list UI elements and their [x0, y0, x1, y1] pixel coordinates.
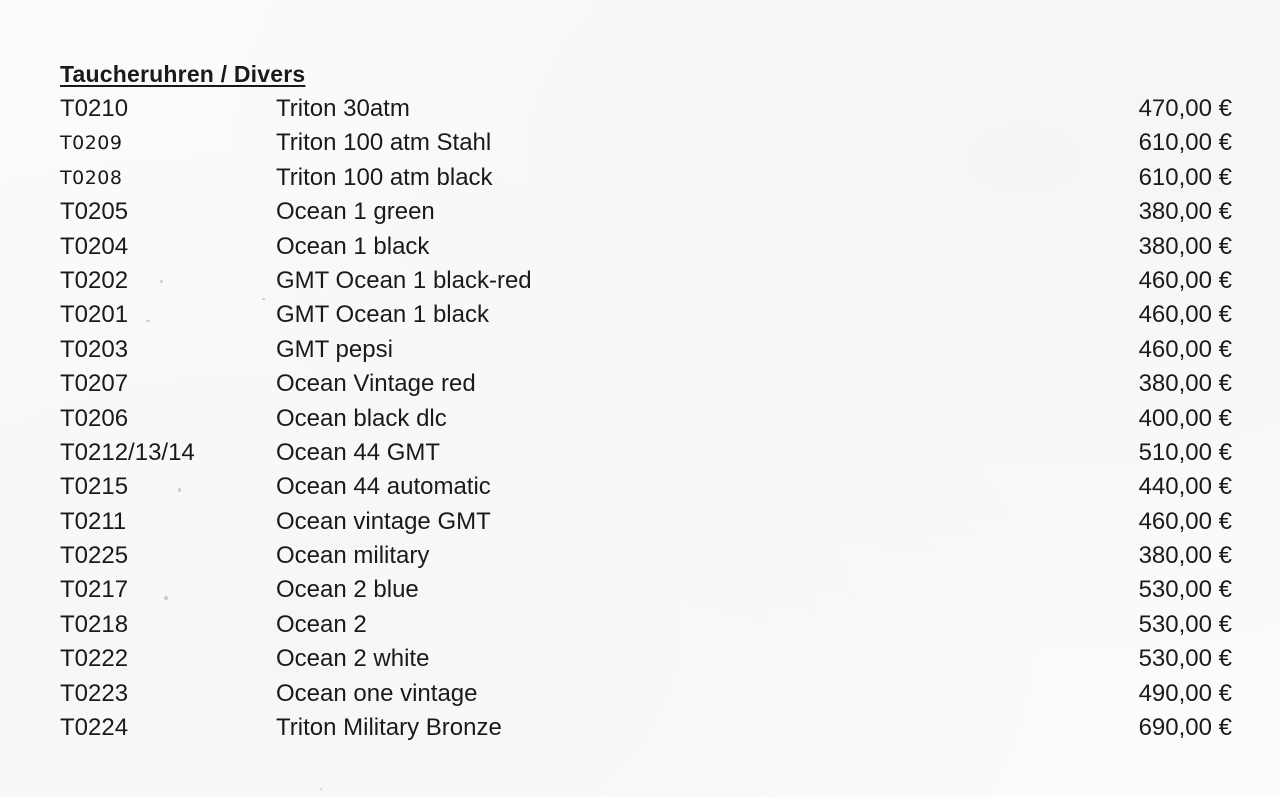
product-code: T0217 [60, 576, 129, 604]
product-name: Ocean one vintage [276, 679, 478, 707]
product-code: T0218 [60, 610, 129, 638]
product-code: T0212/13/14 [60, 438, 195, 466]
product-name: Ocean 1 black [276, 232, 430, 260]
table-row [0, 402, 1280, 436]
product-price: 380,00 € [1138, 198, 1232, 226]
product-name: Ocean 44 automatic [276, 473, 491, 501]
table-row [0, 298, 1280, 332]
product-name: GMT Ocean 1 black-red [276, 266, 532, 294]
product-name: Ocean 2 white [276, 645, 430, 673]
product-code: T0222 [60, 645, 129, 673]
product-code: T0202 [60, 266, 129, 294]
table-row [0, 505, 1280, 539]
product-price: 470,00 € [1138, 95, 1232, 122]
scan-speck [146, 320, 150, 322]
product-code: T0207 [60, 370, 129, 398]
table-row [0, 677, 1280, 711]
table-row [0, 608, 1280, 642]
product-name: GMT pepsi [276, 335, 393, 363]
product-price: 460,00 € [1138, 266, 1232, 294]
product-price: 610,00 € [1138, 129, 1232, 157]
price-table [0, 92, 1280, 745]
section-title: Taucheruhren / Divers [60, 61, 306, 87]
product-price: 530,00 € [1138, 645, 1232, 673]
product-code: T0201 [60, 301, 129, 329]
product-price: 400,00 € [1138, 404, 1232, 432]
product-name: Ocean 2 [276, 610, 367, 638]
product-price: 380,00 € [1138, 370, 1232, 398]
product-name: Ocean 1 green [276, 198, 435, 226]
product-name: Triton 30atm [276, 95, 410, 122]
table-row [0, 436, 1280, 470]
product-code: T0206 [60, 404, 129, 432]
scan-speck [262, 298, 265, 300]
product-code: T0210 [60, 95, 129, 122]
scan-speck [320, 788, 322, 790]
product-name: Triton 100 atm black [276, 163, 493, 191]
product-name: Ocean military [276, 542, 430, 570]
product-price: 610,00 € [1138, 163, 1232, 191]
product-price: 530,00 € [1138, 576, 1232, 604]
product-code: T0209 [60, 132, 123, 155]
product-name: Ocean black dlc [276, 404, 447, 432]
table-row [0, 92, 1280, 126]
product-price: 460,00 € [1138, 301, 1232, 329]
table-row [0, 161, 1280, 195]
table-row [0, 230, 1280, 264]
table-row [0, 539, 1280, 573]
product-price: 440,00 € [1138, 473, 1232, 501]
table-row [0, 264, 1280, 298]
table-row [0, 470, 1280, 504]
product-name: Triton 100 atm Stahl [276, 129, 492, 157]
product-code: T0223 [60, 679, 129, 707]
product-name: Ocean vintage GMT [276, 507, 491, 535]
table-row [0, 367, 1280, 401]
product-code: T0205 [60, 198, 129, 226]
product-price: 510,00 € [1138, 438, 1232, 466]
product-name: GMT Ocean 1 black [276, 301, 489, 329]
product-price: 460,00 € [1138, 335, 1232, 363]
table-row [0, 573, 1280, 607]
product-name: Ocean Vintage red [276, 370, 476, 398]
product-price: 380,00 € [1138, 542, 1232, 570]
product-name: Triton Military Bronze [276, 714, 502, 742]
product-code: T0215 [60, 473, 129, 501]
table-row [0, 126, 1280, 160]
product-price: 530,00 € [1138, 610, 1232, 638]
product-code: T0225 [60, 542, 129, 570]
product-code: T0224 [60, 714, 129, 742]
product-price: 690,00 € [1138, 714, 1232, 742]
product-code: T0211 [60, 507, 127, 535]
table-row [0, 642, 1280, 676]
product-name: Ocean 44 GMT [276, 438, 441, 466]
product-code: T0204 [60, 232, 129, 260]
table-row [0, 333, 1280, 367]
scan-speck [164, 596, 168, 600]
product-name: Ocean 2 blue [276, 576, 419, 604]
product-code: T0208 [60, 166, 123, 189]
product-code: T0203 [60, 335, 129, 363]
scan-speck [178, 488, 181, 492]
product-price: 490,00 € [1138, 679, 1232, 707]
table-row [0, 195, 1280, 229]
product-price: 380,00 € [1138, 232, 1232, 260]
product-price: 460,00 € [1138, 507, 1232, 535]
table-row [0, 711, 1280, 745]
scan-speck [160, 280, 163, 283]
